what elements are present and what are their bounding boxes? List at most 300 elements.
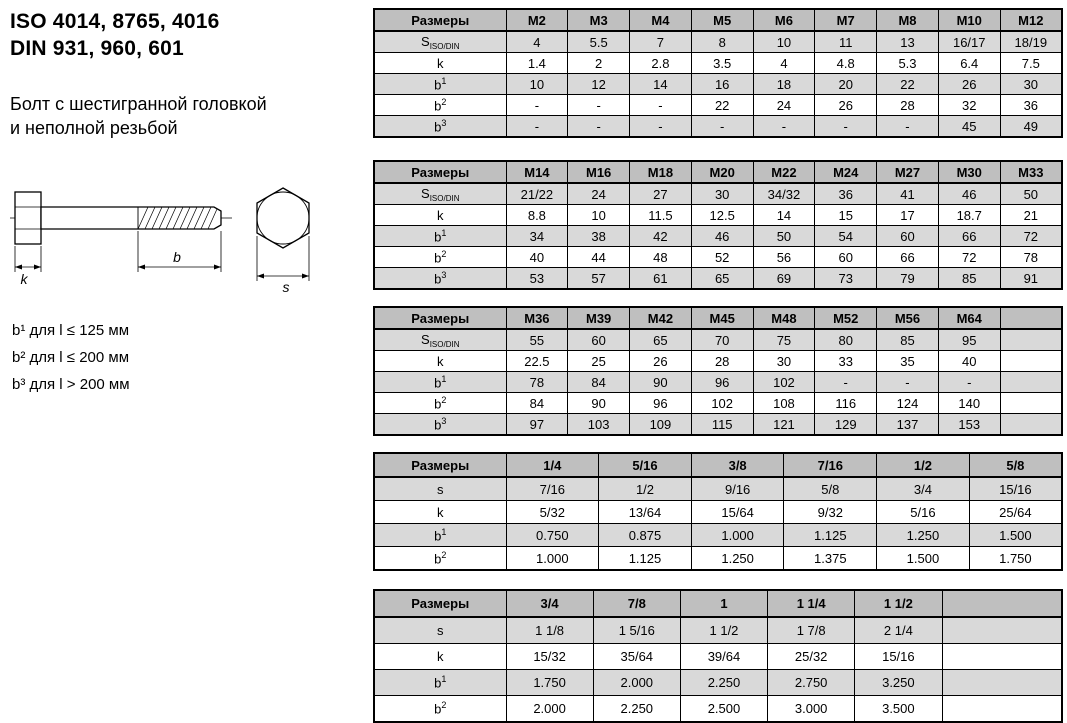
size-col-header: M12 [1000,9,1062,31]
value-cell: 40 [938,351,1000,372]
size-col-header: M22 [753,161,815,183]
value-cell: 7/16 [506,477,599,501]
value-cell: 34/32 [753,183,815,205]
value-cell: 97 [506,414,568,436]
param-label: $b^2$ [374,393,506,414]
value-cell: 61 [630,268,692,290]
value-cell: 15/64 [691,501,784,524]
value-cell: 3.500 [855,696,942,723]
table-row [374,393,1062,414]
size-col-header: M39 [568,307,630,329]
value-cell [942,696,1062,723]
value-cell [1000,414,1062,436]
value-cell: 22 [691,95,753,116]
value-cell: 33 [815,351,877,372]
sizes-header-label: Размеры [374,161,506,183]
value-cell: 129 [815,414,877,436]
table-header-row [374,590,1062,617]
size-col-header: 7/16 [784,453,877,477]
value-cell: 38 [568,226,630,247]
size-col-header: 3/4 [506,590,593,617]
value-cell: 10 [753,31,815,53]
value-cell: 2.250 [680,670,767,696]
value-cell: 35 [877,351,939,372]
param-label: $b^2$ [374,547,506,571]
value-cell: 30 [753,351,815,372]
value-cell: 5/16 [877,501,970,524]
param-label: $S_{ISO/DIN}$ [374,31,506,53]
value-cell: 40 [506,247,568,268]
size-col-header: M52 [815,307,877,329]
value-cell: 60 [815,247,877,268]
dim-s-label: s [282,279,290,295]
note-b3: b³ для l > 200 мм [12,376,130,393]
note-b2: b² для l ≤ 200 мм [12,349,130,366]
value-cell: 96 [691,372,753,393]
value-cell: 84 [568,372,630,393]
value-cell: 2.250 [593,696,680,723]
value-cell: 8.8 [506,205,568,226]
table-row [374,501,1062,524]
size-col-header: M7 [815,9,877,31]
dim-b-label: b [173,249,181,265]
table-row [374,74,1062,95]
size-col-header: M30 [938,161,1000,183]
value-cell: 12.5 [691,205,753,226]
sizes-header-label: Размеры [374,453,506,477]
value-cell: 14 [630,74,692,95]
param-label: $b^1$ [374,524,506,547]
size-col-header: M56 [877,307,939,329]
value-cell: 103 [568,414,630,436]
info-panel [10,8,368,714]
value-cell: 85 [938,268,1000,290]
value-cell: 3.5 [691,53,753,74]
value-cell: 2 [568,53,630,74]
sizes-header-label: Размеры [374,590,506,617]
value-cell: 15/16 [855,644,942,670]
value-cell: 1.000 [691,524,784,547]
value-cell: 21/22 [506,183,568,205]
value-cell: 96 [630,393,692,414]
bolt-drawing [10,180,355,295]
value-cell: 1.250 [691,547,784,571]
value-cell: 95 [938,329,1000,351]
value-cell: 17 [877,205,939,226]
table-row [374,477,1062,501]
size-col-header: M6 [753,9,815,31]
value-cell: 36 [815,183,877,205]
value-cell: 26 [815,95,877,116]
param-label: $b^3$ [374,414,506,436]
value-cell: 20 [815,74,877,95]
size-col-header: M8 [877,9,939,31]
size-col-header: 5/8 [969,453,1062,477]
value-cell: 60 [568,329,630,351]
value-cell: 0.875 [599,524,692,547]
value-cell: 53 [506,268,568,290]
value-cell: 5/8 [784,477,877,501]
value-cell: 28 [877,95,939,116]
table-row [374,547,1062,571]
value-cell: 50 [753,226,815,247]
param-label: k [374,501,506,524]
value-cell: 1 1/2 [680,617,767,644]
size-col-header: M16 [568,161,630,183]
table-row [374,116,1062,138]
value-cell: 18.7 [938,205,1000,226]
size-col-header: M42 [630,307,692,329]
dimension-table-5 [373,589,1063,723]
value-cell: 153 [938,414,1000,436]
value-cell: 4 [753,53,815,74]
value-cell: - [753,116,815,138]
value-cell: 42 [630,226,692,247]
size-col-header: M64 [938,307,1000,329]
size-col-header: M20 [691,161,753,183]
value-cell: - [506,116,568,138]
value-cell: 5.5 [568,31,630,53]
value-cell: 26 [630,351,692,372]
size-col-header: 3/8 [691,453,784,477]
value-cell: 66 [938,226,1000,247]
value-cell: 72 [938,247,1000,268]
value-cell [1000,372,1062,393]
value-cell: - [877,116,939,138]
value-cell: 25/32 [768,644,855,670]
value-cell: 70 [691,329,753,351]
sizes-header-label: Размеры [374,9,506,31]
param-label: k [374,351,506,372]
table-row [374,617,1062,644]
table-row [374,524,1062,547]
value-cell: 50 [1000,183,1062,205]
value-cell: 18/19 [1000,31,1062,53]
size-col-header: 1 1/4 [768,590,855,617]
value-cell: - [815,116,877,138]
value-cell: - [568,116,630,138]
value-cell: 121 [753,414,815,436]
value-cell: 1 7/8 [768,617,855,644]
table-row [374,95,1062,116]
param-label: s [374,477,506,501]
value-cell: 12 [568,74,630,95]
value-cell: - [938,372,1000,393]
table-row [374,268,1062,290]
table-row [374,351,1062,372]
value-cell: 1.750 [969,547,1062,571]
value-cell [942,670,1062,696]
param-label: $b^2$ [374,247,506,268]
param-label: k [374,205,506,226]
dim-k-label: k [20,271,28,287]
param-label: $b^1$ [374,670,506,696]
value-cell: - [691,116,753,138]
value-cell: 4 [506,31,568,53]
description-line-1: Болт с шестигранной головкой [10,94,267,114]
value-cell: 25 [568,351,630,372]
param-label: $b^2$ [374,95,506,116]
value-cell: 80 [815,329,877,351]
value-cell: 9/16 [691,477,784,501]
value-cell: 65 [691,268,753,290]
value-cell: 1.000 [506,547,599,571]
value-cell: 9/32 [784,501,877,524]
table-row [374,644,1062,670]
value-cell: 36 [1000,95,1062,116]
value-cell: 15/16 [969,477,1062,501]
param-label: $b^3$ [374,268,506,290]
value-cell: 7 [630,31,692,53]
value-cell: - [568,95,630,116]
value-cell: 24 [568,183,630,205]
value-cell: 5.3 [877,53,939,74]
value-cell: 13/64 [599,501,692,524]
value-cell: 30 [1000,74,1062,95]
value-cell: 60 [877,226,939,247]
value-cell: 27 [630,183,692,205]
value-cell: 79 [877,268,939,290]
value-cell: 78 [506,372,568,393]
size-col-header: M27 [877,161,939,183]
value-cell: 57 [568,268,630,290]
value-cell: 15 [815,205,877,226]
size-col-header: M4 [630,9,692,31]
value-cell: 5/32 [506,501,599,524]
length-notes [12,322,130,403]
table-row [374,53,1062,74]
param-label: $b^2$ [374,696,506,723]
value-cell: 6.4 [938,53,1000,74]
size-col-header: M24 [815,161,877,183]
value-cell: 1/2 [599,477,692,501]
dimension-table-2 [373,160,1063,290]
value-cell: 1.125 [599,547,692,571]
value-cell: 1.375 [784,547,877,571]
value-cell: 15/32 [506,644,593,670]
value-cell: 3.000 [768,696,855,723]
table-header-row [374,307,1062,329]
value-cell: 46 [691,226,753,247]
table-row [374,372,1062,393]
value-cell: 25/64 [969,501,1062,524]
value-cell: 1.750 [506,670,593,696]
value-cell: 22.5 [506,351,568,372]
value-cell: 13 [877,31,939,53]
din-standards-line: DIN 931, 960, 601 [10,37,184,61]
value-cell: 140 [938,393,1000,414]
value-cell: 91 [1000,268,1062,290]
table-row [374,670,1062,696]
value-cell: 65 [630,329,692,351]
size-col-header: 5/16 [599,453,692,477]
value-cell: 2.000 [593,670,680,696]
value-cell: 84 [506,393,568,414]
value-cell: 46 [938,183,1000,205]
value-cell: 90 [568,393,630,414]
value-cell: 2.000 [506,696,593,723]
value-cell: 56 [753,247,815,268]
value-cell: 108 [753,393,815,414]
value-cell: 137 [877,414,939,436]
size-col-header: 1 1/2 [855,590,942,617]
size-col-header: M5 [691,9,753,31]
dimension-table-3 [373,306,1063,436]
size-col-header: 1 [680,590,767,617]
table-row [374,696,1062,723]
value-cell: 16/17 [938,31,1000,53]
size-col-header: M2 [506,9,568,31]
param-label: $b^3$ [374,116,506,138]
size-col-header: M36 [506,307,568,329]
param-label: k [374,644,506,670]
value-cell: 4.8 [815,53,877,74]
size-col-header [942,590,1062,617]
product-description [10,92,267,141]
value-cell: 69 [753,268,815,290]
value-cell: 2.500 [680,696,767,723]
description-line-2: и неполной резьбой [10,118,178,139]
value-cell: 85 [877,329,939,351]
value-cell: 90 [630,372,692,393]
value-cell: 11.5 [630,205,692,226]
tables-panel [373,8,1063,723]
value-cell: 8 [691,31,753,53]
value-cell: 1.125 [784,524,877,547]
value-cell: 1.500 [969,524,1062,547]
table-header-row [374,9,1062,31]
value-cell: 18 [753,74,815,95]
table-row [374,226,1062,247]
value-cell: 16 [691,74,753,95]
value-cell: 10 [568,205,630,226]
table-row [374,247,1062,268]
value-cell: 1 1/8 [506,617,593,644]
note-b1: b¹ для l ≤ 125 мм [12,322,130,339]
size-col-header [1000,307,1062,329]
value-cell: 2.8 [630,53,692,74]
dimension-table-4 [373,452,1063,571]
bolt-head-view [257,188,309,248]
value-cell: 26 [938,74,1000,95]
value-cell: 55 [506,329,568,351]
value-cell: 11 [815,31,877,53]
value-cell: - [815,372,877,393]
value-cell: 78 [1000,247,1062,268]
value-cell: 75 [753,329,815,351]
size-col-header: 7/8 [593,590,680,617]
dimension-table-1 [373,8,1063,138]
value-cell: - [506,95,568,116]
value-cell: 22 [877,74,939,95]
value-cell: 21 [1000,205,1062,226]
value-cell: 3/4 [877,477,970,501]
dimension-k [15,246,41,287]
value-cell [1000,393,1062,414]
value-cell: 109 [630,414,692,436]
value-cell [1000,329,1062,351]
table-header-row [374,453,1062,477]
value-cell: 73 [815,268,877,290]
size-col-header: M18 [630,161,692,183]
bolt-side-view [15,192,221,244]
param-label: $S_{ISO/DIN}$ [374,183,506,205]
value-cell: 39/64 [680,644,767,670]
standards-title [10,8,368,63]
param-label: k [374,53,506,74]
value-cell: 7.5 [1000,53,1062,74]
size-col-header: M14 [506,161,568,183]
value-cell: 1.500 [877,547,970,571]
table-row [374,329,1062,351]
value-cell: 2.750 [768,670,855,696]
value-cell: 32 [938,95,1000,116]
value-cell: 44 [568,247,630,268]
value-cell: 30 [691,183,753,205]
param-label: $b^1$ [374,74,506,95]
sizes-header-label: Размеры [374,307,506,329]
value-cell: 3.250 [855,670,942,696]
value-cell: 54 [815,226,877,247]
value-cell: 28 [691,351,753,372]
param-label: $S_{ISO/DIN}$ [374,329,506,351]
size-col-header: M3 [568,9,630,31]
value-cell: 34 [506,226,568,247]
table-header-row [374,161,1062,183]
value-cell: 115 [691,414,753,436]
value-cell: - [630,116,692,138]
value-cell: 102 [753,372,815,393]
value-cell: 102 [691,393,753,414]
table-row [374,183,1062,205]
table-row [374,414,1062,436]
size-col-header: 1/2 [877,453,970,477]
technical-drawing [10,180,355,300]
size-col-header: 1/4 [506,453,599,477]
value-cell: 41 [877,183,939,205]
value-cell: 35/64 [593,644,680,670]
value-cell: 1.4 [506,53,568,74]
value-cell: 45 [938,116,1000,138]
value-cell: 52 [691,247,753,268]
value-cell: 14 [753,205,815,226]
table-row [374,205,1062,226]
iso-standards-line: ISO 4014, 8765, 4016 [10,10,220,33]
value-cell: - [877,372,939,393]
param-label: $b^1$ [374,372,506,393]
size-col-header: M48 [753,307,815,329]
value-cell: 48 [630,247,692,268]
value-cell: 2 1/4 [855,617,942,644]
value-cell: 0.750 [506,524,599,547]
param-label: $b^1$ [374,226,506,247]
value-cell: 72 [1000,226,1062,247]
value-cell: 66 [877,247,939,268]
value-cell [942,617,1062,644]
value-cell [942,644,1062,670]
value-cell: 1.250 [877,524,970,547]
param-label: s [374,617,506,644]
value-cell: 10 [506,74,568,95]
value-cell: 24 [753,95,815,116]
size-col-header: M33 [1000,161,1062,183]
value-cell: 124 [877,393,939,414]
value-cell [1000,351,1062,372]
size-col-header: M10 [938,9,1000,31]
size-col-header: M45 [691,307,753,329]
dimension-b [138,231,221,272]
value-cell: 49 [1000,116,1062,138]
